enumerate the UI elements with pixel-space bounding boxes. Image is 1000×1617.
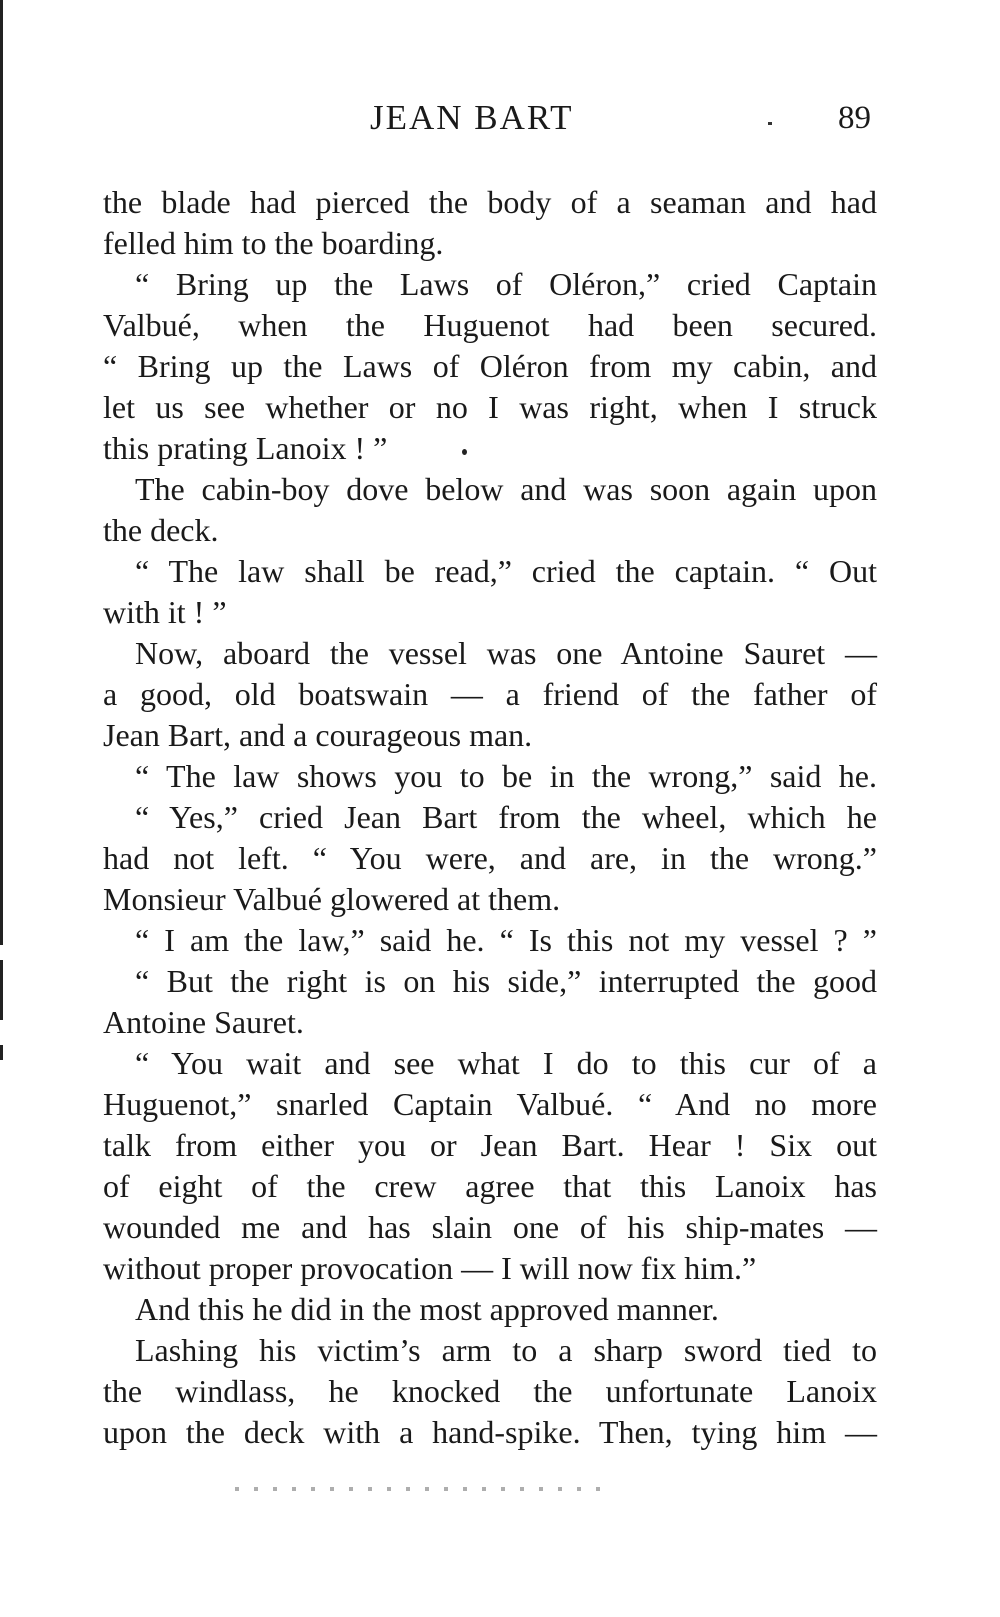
text-line: “ Bring up the Laws of Oléron,” cried Captain [135,266,877,302]
text-line: Valbué, when the Huguenot had been secured. [103,307,877,343]
body-text [103,182,877,1453]
text-line: Now, aboard the vessel was one Antoine Sauret — [135,635,877,671]
text-line: the blade had pierced the body of a seaman and had [103,184,877,220]
text-line: the deck. [103,512,219,548]
text-line: The cabin-boy dove below and was soon again upon [135,471,877,507]
text-line: Antoine Sauret. [103,1004,304,1040]
text-line: with it ! ” [103,594,227,630]
text-line: “ But the right is on his side,” interrupted the good [135,963,877,999]
text-line: without proper provocation — I will now fix him.” [103,1250,757,1286]
text-line: felled him to the boarding. [103,225,444,261]
text-line: Monsieur Valbué glowered at them. [103,881,561,917]
page-number: 89 [838,100,871,136]
bottom-bleed-marks [235,1487,605,1491]
page-edge-line-bottom [0,1045,3,1060]
text-line: wounded me and has slain one of his ship-mates — [103,1209,877,1245]
text-line: “ I am the law,” said he. “ Is this not my vessel ? ” [135,922,877,958]
text-line: “ The law shall be read,” cried the captain. “ Out [135,553,877,589]
text-line: of eight of the crew agree that this Lanoix has [103,1168,877,1204]
text-line: And this he did in the most approved manner. [135,1291,719,1327]
text-line: a good, old boatswain — a friend of the father of [103,676,877,712]
text-line: upon the deck with a hand-spike. Then, tying him — [103,1414,877,1450]
page-header [0,98,1000,144]
text-line: the windlass, he knocked the unfortunate Lanoix [103,1373,877,1409]
text-line: talk from either you or Jean Bart. Hear ! Six out [103,1127,877,1163]
text-line: “ Yes,” cried Jean Bart from the wheel, which he [135,799,877,835]
text-line: “ Bring up the Laws of Oléron from my cabin, and [103,348,877,384]
text-line: Lashing his victim’s arm to a sharp sword tied to [135,1332,877,1368]
page-edge-line-middle [0,960,3,1020]
stray-ink-mark [462,449,467,455]
text-line: “ You wait and see what I do to this cur of a [135,1045,877,1081]
text-line: Huguenot,” snarled Captain Valbué. “ And no more [103,1086,877,1122]
text-line: “ The law shows you to be in the wrong,” said he. [135,758,877,794]
text-line: let us see whether or no I was right, when I struck [103,389,877,425]
text-line: had not left. “ You were, and are, in the wrong.” [103,840,877,876]
text-line: this prating Lanoix ! ” [103,430,388,466]
header-dot-mark [768,122,772,125]
text-line: Jean Bart, and a courageous man. [103,717,533,753]
text-line-with-mark [103,428,877,469]
running-title: JEAN BART [370,98,574,137]
